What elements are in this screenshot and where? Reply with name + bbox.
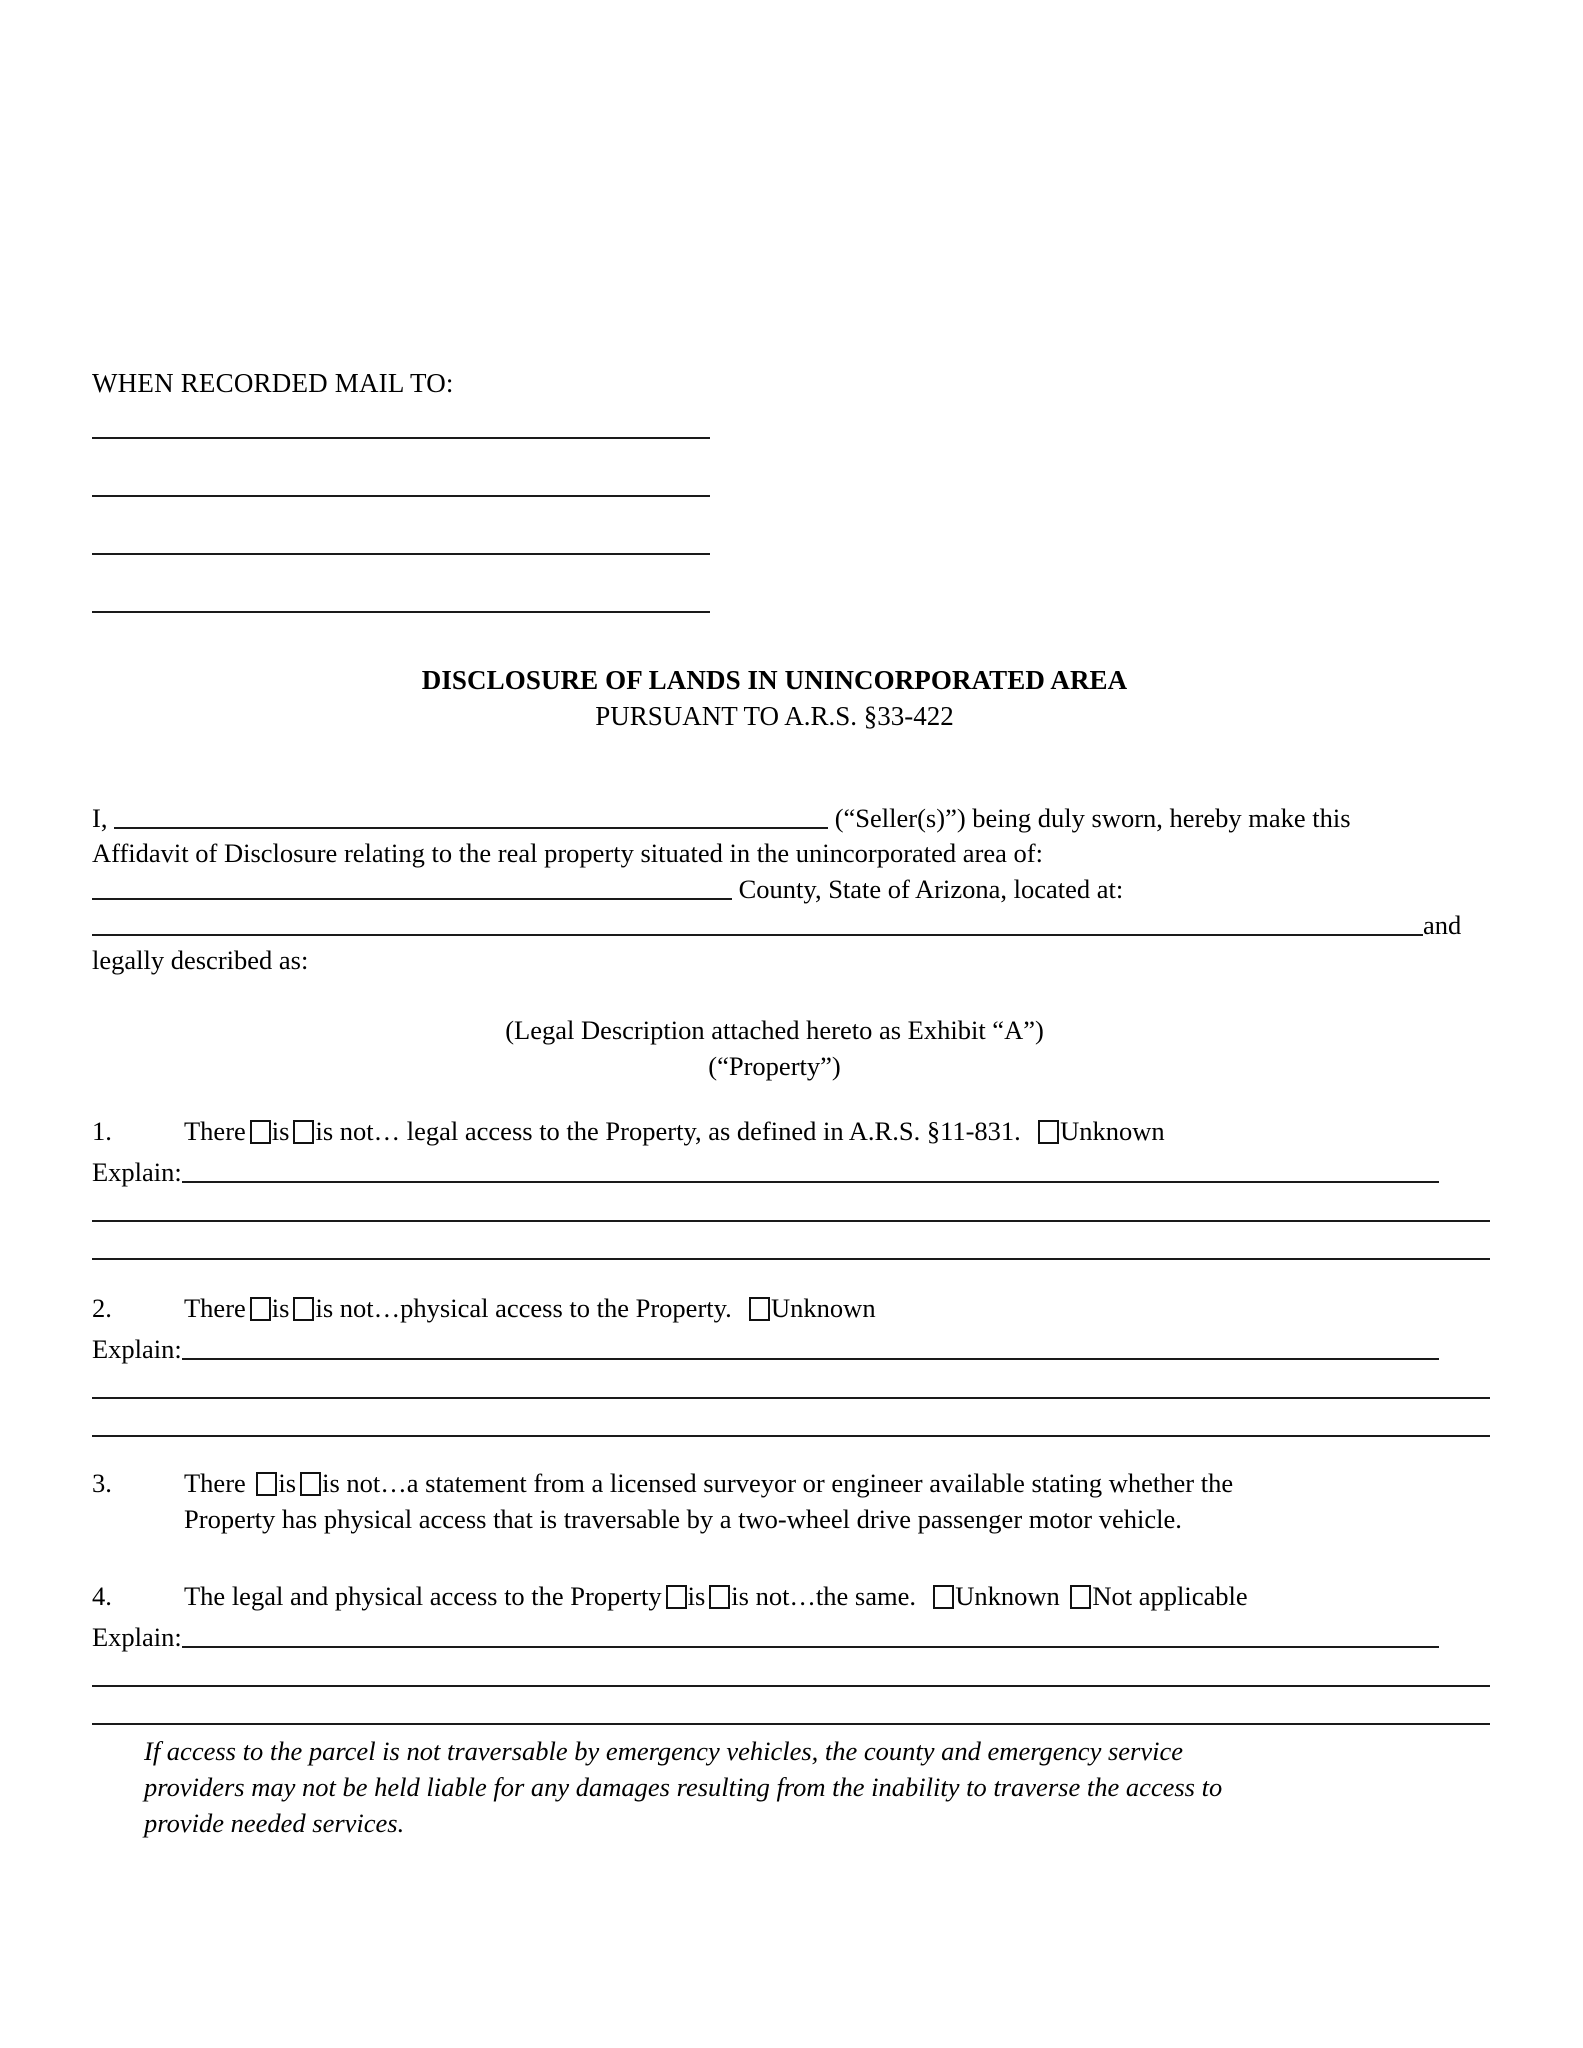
item-1-explain-label: Explain: (92, 1157, 182, 1188)
mail-to-line-3[interactable] (92, 553, 710, 555)
item-1-explain-field[interactable] (182, 1154, 1439, 1183)
item-4-label-is-not: is not…the same. (731, 1581, 917, 1611)
item-2-label-unknown: Unknown (771, 1293, 876, 1323)
item-4-checkbox-unknown[interactable] (933, 1585, 954, 1609)
county-tag: County, State of Arizona, located at: (738, 874, 1124, 905)
item-4-explain-rule-3[interactable] (92, 1723, 1490, 1725)
item-3-label-is-not: is not…a statement from a licensed surveyor or engineer available stating whether the (322, 1468, 1234, 1498)
mail-to-line-2[interactable] (92, 495, 710, 497)
item-1-checkbox-is-not[interactable] (293, 1120, 314, 1144)
item-4-number: 4. (92, 1581, 112, 1611)
page-title: DISCLOSURE OF LANDS IN UNINCORPORATED AREA (421, 665, 1128, 695)
item-3-line-2: Property has physical access that is traversable by a two-wheel drive passenger motor vehicle. (184, 1504, 1182, 1534)
seller-line (92, 800, 1492, 836)
item-4-explain-field[interactable] (182, 1619, 1439, 1648)
item-2-number: 2. (92, 1293, 112, 1323)
item-2-label-is: is (271, 1293, 290, 1323)
item-4-lead: The legal and physical access to the Property (184, 1581, 662, 1611)
item-3-lead: There (184, 1468, 246, 1498)
page-subtitle: PURSUANT TO A.R.S. §33-422 (595, 701, 954, 731)
item-4-explain (92, 1619, 1492, 1655)
notice-line-3: provide needed services. (144, 1808, 405, 1838)
item-1-explain-rule-3[interactable] (92, 1258, 1490, 1260)
address-line (92, 907, 1492, 943)
affidavit-line: Affidavit of Disclosure relating to the real property situated in the unincorporated area of: (92, 838, 1043, 869)
county-field[interactable] (92, 871, 732, 900)
mail-to-line-4[interactable] (92, 611, 710, 613)
item-3 (92, 1465, 1492, 1537)
mail-to-heading: WHEN RECORDED MAIL TO: (92, 368, 454, 398)
item-4-explain-rule-2[interactable] (92, 1685, 1490, 1687)
item-1-label-is-not: is not… legal access to the Property, as defined in A.R.S. §11-831. (315, 1116, 1021, 1146)
notice-line-1: If access to the parcel is not traversable by emergency vehicles, the county and emergency service (144, 1736, 1183, 1766)
item-1-body (184, 1113, 1165, 1149)
item-1-explain-rule-2[interactable] (92, 1220, 1490, 1222)
item-1-checkbox-unknown[interactable] (1038, 1120, 1059, 1144)
item-3-label-is: is (278, 1468, 297, 1498)
item-4-label-is: is (687, 1581, 706, 1611)
intro-lead: I, (92, 803, 108, 834)
document-title-block (92, 662, 1457, 734)
item-2-checkbox-unknown[interactable] (749, 1297, 770, 1321)
item-3-body (184, 1465, 1474, 1537)
seller-name-field[interactable] (114, 800, 828, 829)
item-2-explain-rule-2[interactable] (92, 1397, 1490, 1399)
county-line (92, 871, 1492, 907)
item-2-checkbox-is[interactable] (250, 1297, 271, 1321)
item-2-checkbox-is-not[interactable] (293, 1297, 314, 1321)
item-1-label-is: is (271, 1116, 290, 1146)
item-4-checkbox-is-not[interactable] (709, 1585, 730, 1609)
item-3-number: 3. (92, 1468, 112, 1498)
property-label-line: (“Property”) (708, 1051, 841, 1081)
item-2-explain (92, 1331, 1492, 1367)
item-1-lead: There (184, 1116, 246, 1146)
legally-described-line: legally described as: (92, 945, 309, 976)
item-2-explain-rule-3[interactable] (92, 1435, 1490, 1437)
item-4-checkbox-is[interactable] (666, 1585, 687, 1609)
item-2-label-is-not: is not…physical access to the Property. (315, 1293, 732, 1323)
item-2-body (184, 1290, 876, 1326)
item-1-checkbox-is[interactable] (250, 1120, 271, 1144)
item-4-checkbox-not-applicable[interactable] (1070, 1585, 1091, 1609)
item-1-label-unknown: Unknown (1060, 1116, 1165, 1146)
mail-to-line-1[interactable] (92, 437, 710, 439)
item-3-checkbox-is-not[interactable] (300, 1472, 321, 1496)
item-4-explain-label: Explain: (92, 1622, 182, 1653)
item-4 (92, 1578, 1492, 1614)
item-4-body (184, 1578, 1248, 1614)
item-2-explain-field[interactable] (182, 1331, 1439, 1360)
item-2-explain-label: Explain: (92, 1334, 182, 1365)
item-1-explain (92, 1154, 1492, 1190)
notice-line-2: providers may not be held liable for any damages resulting from the inability to traverse the access to (144, 1772, 1223, 1802)
item-4-label-unknown: Unknown (955, 1581, 1060, 1611)
item-1-number: 1. (92, 1116, 112, 1146)
item-2 (92, 1290, 1492, 1326)
item-1 (92, 1113, 1492, 1149)
item-2-lead: There (184, 1293, 246, 1323)
item-3-checkbox-is[interactable] (256, 1472, 277, 1496)
exhibit-a-line: (Legal Description attached hereto as Exhibit “A”) (505, 1015, 1044, 1045)
address-field[interactable] (92, 907, 1423, 936)
and-tag: and (1423, 910, 1462, 941)
intro-block (92, 800, 1492, 978)
item-4-label-not-applicable: Not applicable (1092, 1581, 1248, 1611)
emergency-access-notice (144, 1733, 1434, 1841)
seller-tag: (“Seller(s)”) being duly sworn, hereby make this (834, 803, 1351, 834)
